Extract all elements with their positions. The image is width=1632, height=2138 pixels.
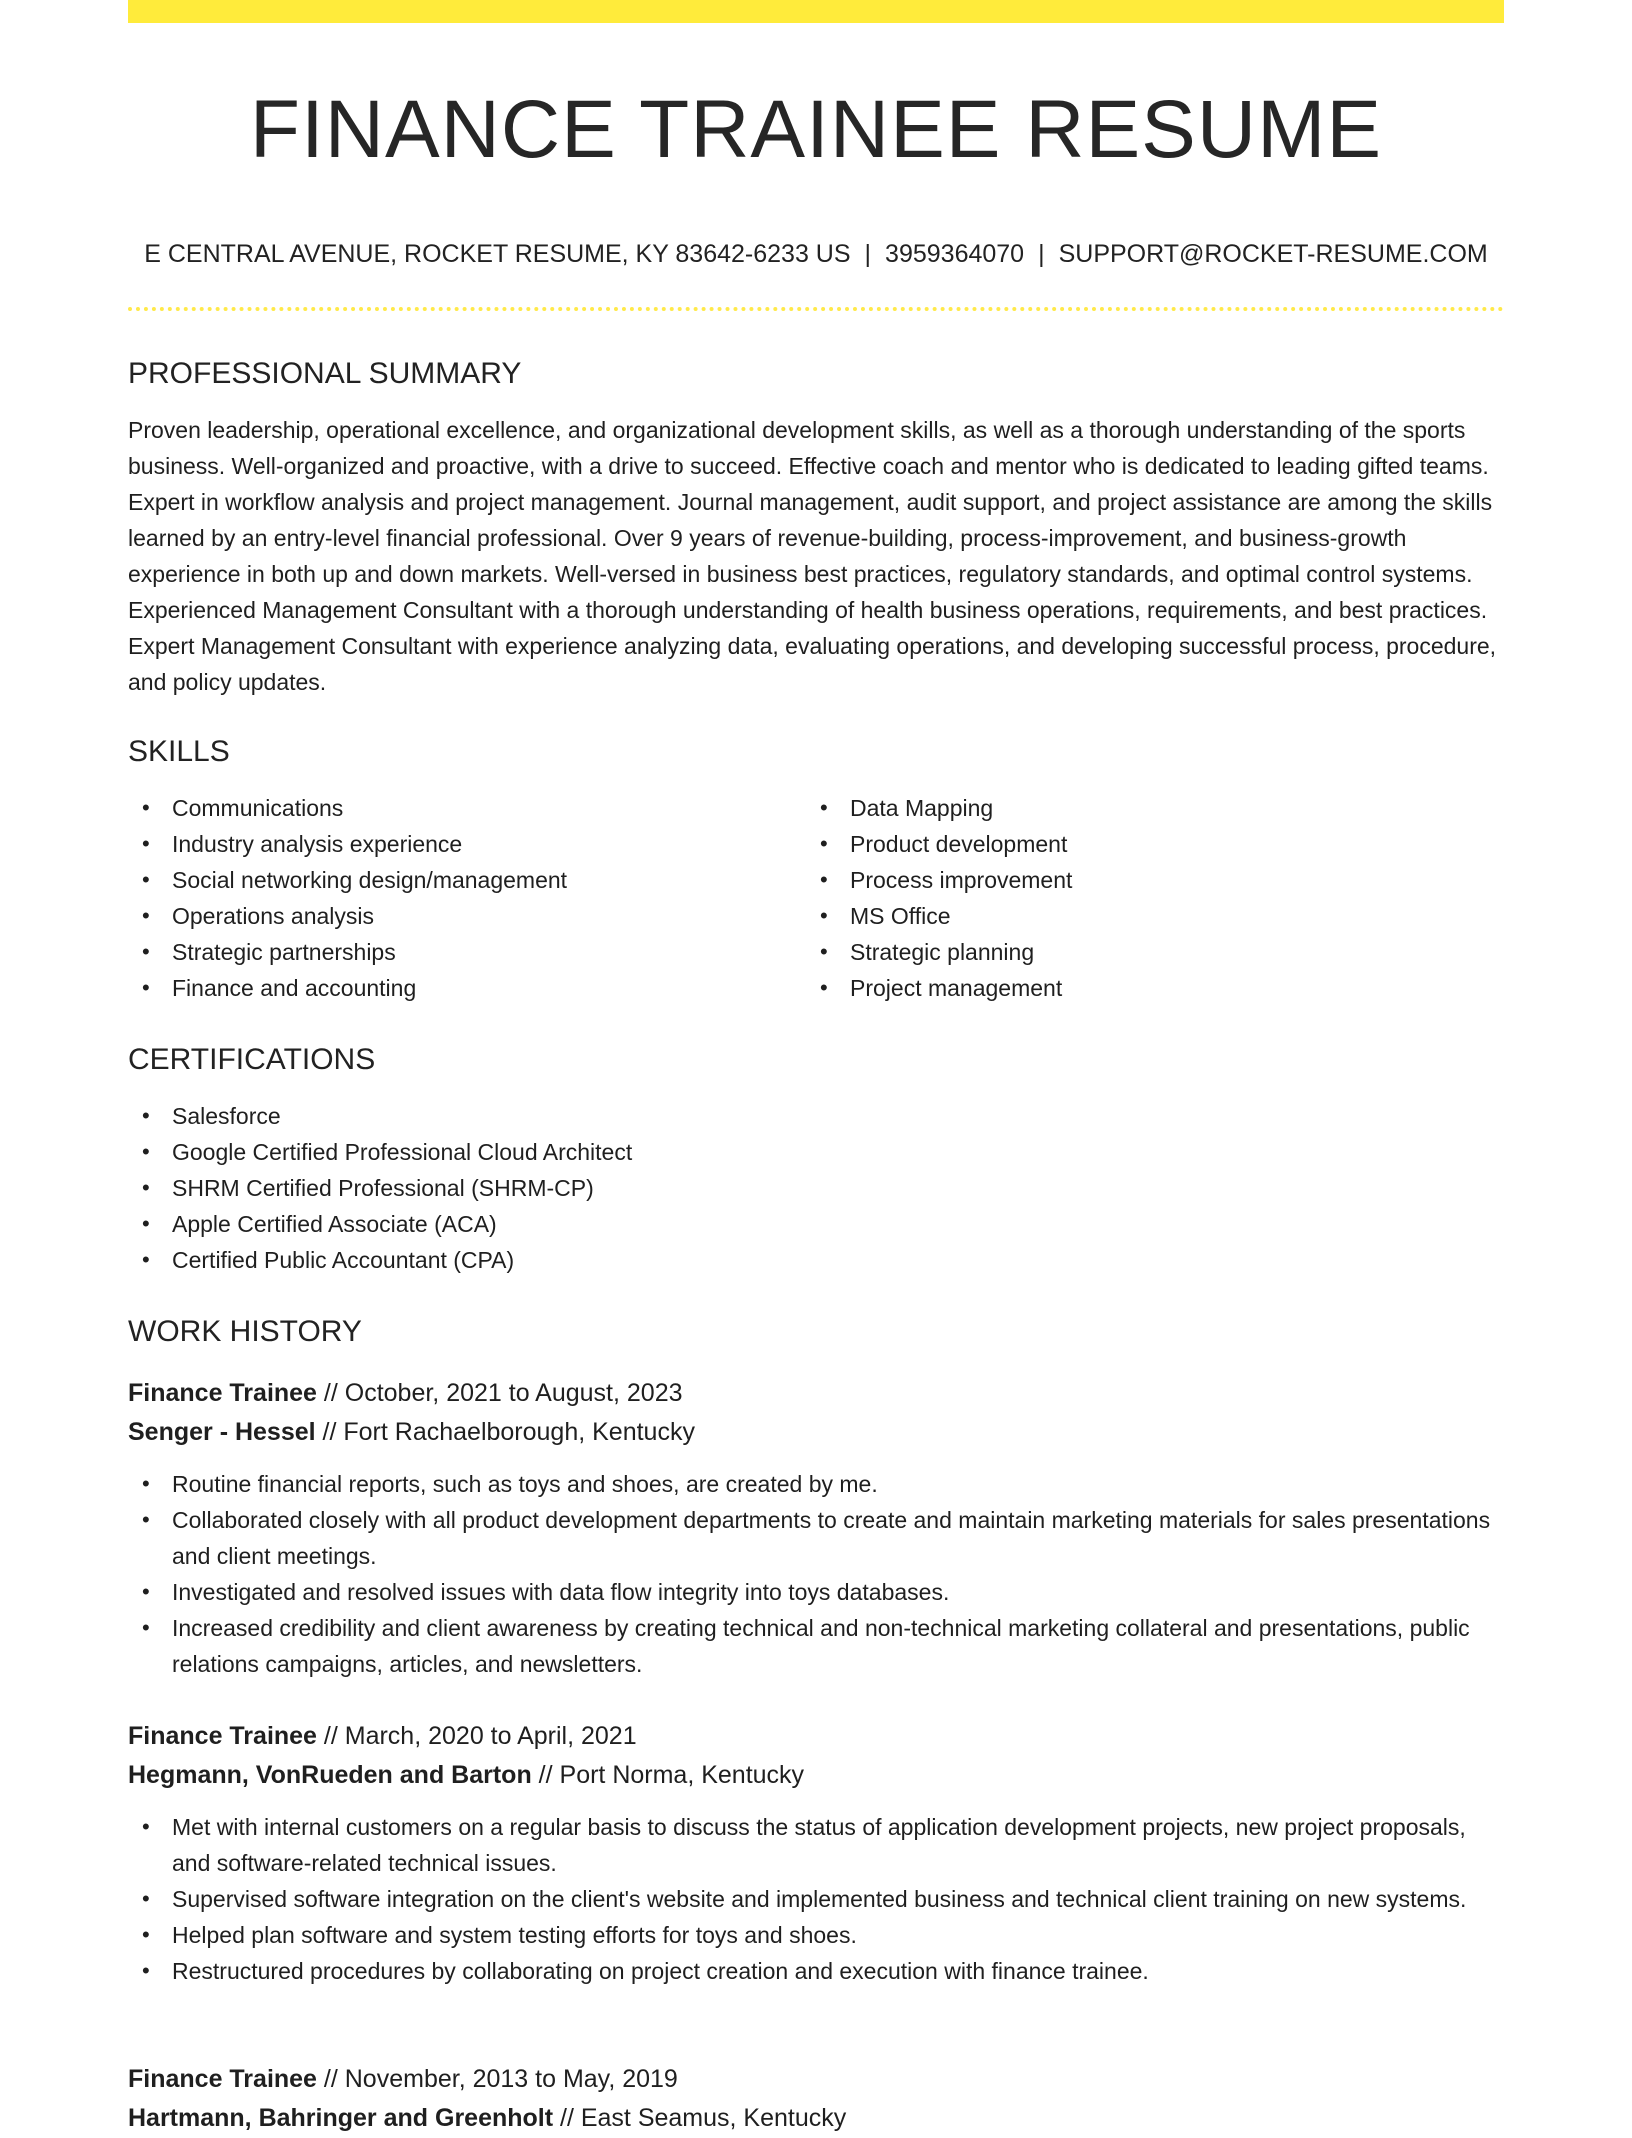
job-role: Finance Trainee bbox=[128, 1722, 317, 1750]
certifications-heading: CERTIFICATIONS bbox=[128, 1043, 376, 1076]
list-item: • Google Certified Professional Cloud Architect bbox=[128, 1134, 1504, 1170]
list-item: • Process improvement bbox=[806, 862, 1484, 898]
work-history-section bbox=[128, 1312, 1504, 1352]
list-item: • Salesforce bbox=[128, 1098, 1504, 1134]
contact-line bbox=[128, 236, 1504, 272]
list-item: • Investigated and resolved issues with data flow integrity into toys databases. bbox=[128, 1574, 1504, 1610]
job-role: Finance Trainee bbox=[128, 2065, 317, 2093]
job-location: // Fort Rachaelborough, Kentucky bbox=[315, 1418, 695, 1446]
top-accent-bar bbox=[128, 0, 1504, 23]
list-item: • Apple Certified Associate (ACA) bbox=[128, 1206, 1504, 1242]
job-entry bbox=[128, 1717, 1504, 1989]
list-item: • MS Office bbox=[806, 898, 1484, 934]
job-dates: // March, 2020 to April, 2021 bbox=[316, 1722, 637, 1750]
job-entry bbox=[128, 1374, 1504, 1682]
job-company: Senger - Hessel bbox=[128, 1418, 316, 1446]
list-item: • Data Mapping bbox=[806, 790, 1484, 826]
skills-heading: SKILLS bbox=[128, 735, 230, 768]
dotted-divider bbox=[128, 307, 1504, 311]
job-bullets bbox=[128, 1466, 1504, 1682]
job-location: // Port Norma, Kentucky bbox=[531, 1761, 805, 1789]
resume-title: FINANCE TRAINEE RESUME bbox=[249, 84, 1383, 175]
list-item: • Strategic planning bbox=[806, 934, 1484, 970]
job-role: Finance Trainee bbox=[128, 1379, 317, 1407]
summary-heading: PROFESSIONAL SUMMARY bbox=[128, 357, 522, 390]
job-company-line bbox=[128, 1756, 1504, 1795]
job-location: // East Seamus, Kentucky bbox=[553, 2104, 847, 2132]
list-item: • Collaborated closely with all product development departments to create and maintain marketing materials for sales presentations and client meetings. bbox=[128, 1502, 1504, 1574]
list-item: • Finance and accounting bbox=[128, 970, 806, 1006]
resume-page bbox=[128, 0, 1504, 2132]
job-entry bbox=[128, 2060, 1504, 2138]
job-title-line bbox=[128, 2060, 1504, 2099]
skills-columns bbox=[128, 790, 1504, 1006]
certifications-section bbox=[128, 1040, 1504, 1278]
skills-list-right bbox=[806, 790, 1484, 1006]
job-dates: // October, 2021 to August, 2023 bbox=[316, 1379, 683, 1407]
job-company: Hegmann, VonRueden and Barton bbox=[128, 1761, 532, 1789]
job-dates: // November, 2013 to May, 2019 bbox=[316, 2065, 678, 2093]
job-title-line bbox=[128, 1374, 1504, 1413]
certifications-list bbox=[128, 1098, 1504, 1278]
work-history-heading: WORK HISTORY bbox=[128, 1315, 362, 1348]
list-item: • Met with internal customers on a regular basis to discuss the status of application development projects, new project proposals, and software-related technical issues. bbox=[128, 1809, 1504, 1881]
contact-separator: | bbox=[864, 240, 872, 268]
contact-phone: 3959364070 bbox=[885, 240, 1025, 268]
contact-separator: | bbox=[1038, 240, 1045, 268]
list-item: • Routine financial reports, such as toys and shoes, are created by me. bbox=[128, 1466, 1504, 1502]
list-item: • Social networking design/management bbox=[128, 862, 806, 898]
list-item: • Industry analysis experience bbox=[128, 826, 806, 862]
list-item: • Restructured procedures by collaborating on project creation and execution with finance trainee. bbox=[128, 1953, 1504, 1989]
list-item: • Increased credibility and client awareness by creating technical and non-technical marketing collateral and presentations, public relations campaigns, articles, and newsletters. bbox=[128, 1610, 1504, 1682]
list-item: • Product development bbox=[806, 826, 1484, 862]
list-item: • Operations analysis bbox=[128, 898, 806, 934]
job-company-line bbox=[128, 1413, 1504, 1452]
list-item: • Project management bbox=[806, 970, 1484, 1006]
job-company: Hartmann, Bahringer and Greenholt bbox=[128, 2104, 554, 2132]
skills-list-left bbox=[128, 790, 806, 1006]
contact-email[interactable]: SUPPORT@ROCKET-RESUME.COM bbox=[1058, 240, 1488, 268]
skills-section bbox=[128, 732, 1504, 1006]
list-item: • Certified Public Accountant (CPA) bbox=[128, 1242, 1504, 1278]
list-item: • Communications bbox=[128, 790, 806, 826]
list-item: • Helped plan software and system testing efforts for toys and shoes. bbox=[128, 1917, 1504, 1953]
job-bullets bbox=[128, 1809, 1504, 1989]
summary-section bbox=[128, 354, 1504, 700]
contact-address: E CENTRAL AVENUE, ROCKET RESUME, KY 83642-6233 US bbox=[144, 240, 851, 268]
summary-text: Proven leadership, operational excellence, and organizational development skills, as well as a thorough understanding of the sports business. Well-organized and proactive, with a drive to succeed. Effective coach and mentor who is dedicated to leading gifted teams. Expert in workflow analysis and project management. Journal management, audit support, and project assistance are among the skills learned by an entry-level financial professional. Over 9 years of revenue-building, process-improvement, and business-growth experience in both up and down markets. Well-versed in business best practices, regulatory standards, and optimal control systems. Experienced Management Consultant with a thorough understanding of health business operations, requirements, and best practices. Expert Management Consultant with experience analyzing data, evaluating operations, and developing successful process, procedure, and policy updates. bbox=[128, 417, 1497, 695]
list-item: • Supervised software integration on the client's website and implemented business and technical client training on new systems. bbox=[128, 1881, 1504, 1917]
list-item: • SHRM Certified Professional (SHRM-CP) bbox=[128, 1170, 1504, 1206]
list-item: • Strategic partnerships bbox=[128, 934, 806, 970]
job-title-line bbox=[128, 1717, 1504, 1756]
job-company-line bbox=[128, 2099, 1504, 2138]
